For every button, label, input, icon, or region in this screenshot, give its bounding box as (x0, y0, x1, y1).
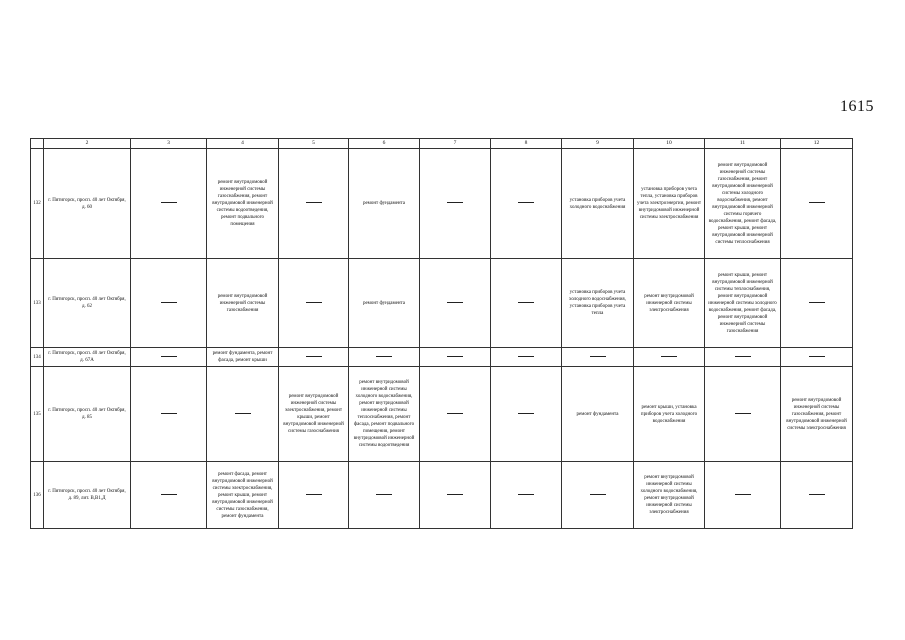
empty-cell (420, 367, 491, 462)
work-description-cell: ремонт внутридомовой инженерной системы газоснабжения, ремонт внутридомовой инженерной системы водоотведения, ремонт подвального помещения (207, 149, 279, 259)
row-number: 135 (31, 367, 44, 462)
dash-mark (447, 302, 463, 303)
column-header (31, 139, 44, 149)
row-number: 134 (31, 348, 44, 367)
work-description-cell: ремонт фундамента (349, 149, 420, 259)
dash-mark (447, 356, 463, 357)
column-header: 2 (44, 139, 131, 149)
repair-works-table (30, 138, 853, 529)
empty-cell (420, 462, 491, 529)
empty-cell (562, 462, 634, 529)
dash-mark (447, 413, 463, 414)
empty-cell (131, 462, 207, 529)
column-header: 9 (562, 139, 634, 149)
column-header: 7 (420, 139, 491, 149)
dash-mark (661, 356, 677, 357)
column-header: 10 (634, 139, 705, 149)
column-header: 11 (705, 139, 781, 149)
empty-cell (491, 259, 562, 348)
empty-cell (279, 462, 349, 529)
dash-mark (161, 202, 177, 203)
work-description-cell: ремонт фундамента, ремонт фасада, ремонт крыши (207, 348, 279, 367)
address-cell: г. Пятигорск, просп. 40 лет Октября, д. 85 (44, 367, 131, 462)
address-cell: г. Пятигорск, просп. 40 лет Октября, д. 62 (44, 259, 131, 348)
work-description-cell: ремонт внутридомовой инженерной системы холодного водоснабжения, ремонт внутридомовой инженерной системы электроснабжения (634, 462, 705, 529)
empty-cell (705, 367, 781, 462)
dash-mark (518, 494, 534, 495)
dash-mark (809, 356, 825, 357)
column-header: 3 (131, 139, 207, 149)
empty-cell (420, 348, 491, 367)
work-description-cell: ремонт внутридомовой инженерной системы газоснабжения, ремонт внутридомовой инженерной системы электроснабжения (781, 367, 853, 462)
work-description-cell: ремонт фундамента (349, 259, 420, 348)
work-description-cell: ремонт внутридомовой инженерной системы электроснабжения (634, 259, 705, 348)
work-description-cell: установка приборов учета тепла, установка приборов учета электроэнергии, ремонт внутридомовой инженерной системы электроснабжения (634, 149, 705, 259)
address-cell: г. Пятигорск, просп. 40 лет Октября, д. 67А (44, 348, 131, 367)
empty-cell (279, 348, 349, 367)
empty-cell (279, 149, 349, 259)
dash-mark (306, 494, 322, 495)
dash-mark (735, 494, 751, 495)
work-description-cell: ремонт внутридомовой инженерной системы электроснабжения, ремонт крыши, ремонт внутридомовой инженерной системы газоснабжения (279, 367, 349, 462)
dash-mark (518, 356, 534, 357)
dash-mark (809, 302, 825, 303)
work-description-cell: ремонт крыши, ремонт внутридомовой инженерной системы теплоснабжения, ремонт внутридомовой инженерной системы холодного водоснабжения, ремонт фасада, ремонт внутридомовой инженерной системы газоснабжения (705, 259, 781, 348)
dash-mark (306, 356, 322, 357)
dash-mark (306, 202, 322, 203)
empty-cell (491, 348, 562, 367)
column-header: 12 (781, 139, 853, 149)
row-number: 132 (31, 149, 44, 259)
work-description-cell: установка приборов учета холодного водоснабжения (562, 149, 634, 259)
empty-cell (781, 462, 853, 529)
column-header: 8 (491, 139, 562, 149)
work-description-cell: ремонт внутридомовой инженерной системы газоснабжения, ремонт внутридомовой инженерной системы холодного водоснабжения, ремонт внутридомовой инженерной системы горячего водоснабжения, ремонт фасада, ремонт крыши, ремонт внутридомовой инженерной системы теплоснабжения (705, 149, 781, 259)
page-number: 1615 (840, 98, 874, 115)
work-description-cell: ремонт внутридомовой инженерной системы холодного водоснабжения, ремонт внутридомовой инженерной системы теплоснабжения, ремонт фасада, ремонт подвального помещения, ремонт внутридомовой инженерной системы водоотведения (349, 367, 420, 462)
empty-cell (634, 348, 705, 367)
work-description-cell: установка приборов учета холодного водоснабжения, установка приборов учета тепла (562, 259, 634, 348)
empty-cell (491, 149, 562, 259)
dash-mark (735, 413, 751, 414)
dash-mark (590, 356, 606, 357)
address-cell: г. Пятигорск, просп. 40 лет Октября, д. 89, лит. В,В1,Д (44, 462, 131, 529)
dash-mark (161, 413, 177, 414)
empty-cell (420, 259, 491, 348)
column-number-row (31, 139, 853, 149)
dash-mark (161, 356, 177, 357)
work-description-cell: ремонт фундамента (562, 367, 634, 462)
empty-cell (131, 348, 207, 367)
dash-mark (518, 202, 534, 203)
empty-cell (781, 259, 853, 348)
work-description-cell: ремонт крыши, установка приборов учета холодного водоснабжения (634, 367, 705, 462)
table-row (31, 367, 853, 462)
column-header: 4 (207, 139, 279, 149)
empty-cell (131, 367, 207, 462)
dash-mark (306, 302, 322, 303)
address-cell: г. Пятигорск, просп. 40 лет Октября, д. 60 (44, 149, 131, 259)
dash-mark (518, 413, 534, 414)
empty-cell (491, 462, 562, 529)
dash-mark (735, 356, 751, 357)
table-row (31, 462, 853, 529)
empty-cell (349, 348, 420, 367)
dash-mark (376, 494, 392, 495)
row-number: 136 (31, 462, 44, 529)
dash-mark (590, 494, 606, 495)
table-row (31, 348, 853, 367)
dash-mark (518, 302, 534, 303)
empty-cell (705, 462, 781, 529)
empty-cell (131, 149, 207, 259)
column-header: 6 (349, 139, 420, 149)
empty-cell (420, 149, 491, 259)
table-row (31, 149, 853, 259)
empty-cell (705, 348, 781, 367)
work-description-cell: ремонт внутридомовой инженерной системы газоснабжения (207, 259, 279, 348)
empty-cell (562, 348, 634, 367)
empty-cell (781, 348, 853, 367)
dash-mark (161, 302, 177, 303)
dash-mark (809, 494, 825, 495)
dash-mark (161, 494, 177, 495)
dash-mark (235, 413, 251, 414)
dash-mark (809, 202, 825, 203)
dash-mark (376, 356, 392, 357)
empty-cell (781, 149, 853, 259)
dash-mark (447, 202, 463, 203)
empty-cell (131, 259, 207, 348)
work-description-cell: ремонт фасада, ремонт внутридомовой инженерной системы электроснабжения, ремонт крыши, ремонт внутридомовой инженерной системы газоснабжения, ремонт фундамента (207, 462, 279, 529)
dash-mark (447, 494, 463, 495)
table-row (31, 259, 853, 348)
empty-cell (207, 367, 279, 462)
row-number: 133 (31, 259, 44, 348)
column-header: 5 (279, 139, 349, 149)
empty-cell (491, 367, 562, 462)
empty-cell (279, 259, 349, 348)
empty-cell (349, 462, 420, 529)
